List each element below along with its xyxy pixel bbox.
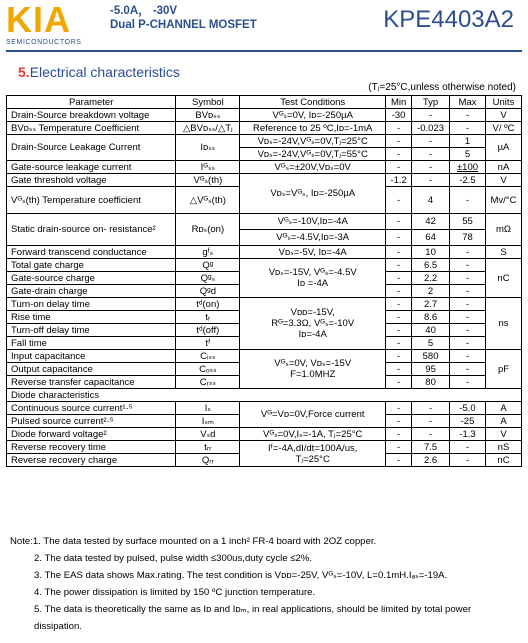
- cell-max: -: [450, 454, 486, 467]
- cell-max: -: [450, 363, 486, 376]
- cell-unit: S: [485, 246, 521, 259]
- spec-summary: [110, 4, 257, 32]
- cell-symbol: tᵣᵣ: [176, 441, 240, 454]
- condition-line: Iᴅ =-4A: [297, 278, 329, 289]
- cell-symbol: Iᴅₛₛ: [176, 135, 240, 161]
- notes-section: [10, 533, 520, 635]
- cell-symbol: Qᵣᵣ: [176, 454, 240, 467]
- cell-min: -1.2: [386, 174, 412, 187]
- table-row: [7, 350, 522, 363]
- cell-min: -: [386, 324, 412, 337]
- cell-typ: 40: [412, 324, 450, 337]
- cell-typ: 6.5: [412, 259, 450, 272]
- cell-symbol: tᵈ(on): [176, 298, 240, 311]
- cell-parameter: Drain-Source breakdown voltage: [7, 109, 176, 122]
- cell-max: -: [450, 285, 486, 298]
- cell-typ: 2.7: [412, 298, 450, 311]
- cell-min: -: [386, 311, 412, 324]
- cell-unit: Mv/°C: [485, 187, 521, 214]
- cell-typ: 8.6: [412, 311, 450, 324]
- cell-min: -: [386, 230, 412, 246]
- cell-max: -2.5: [450, 174, 486, 187]
- cell-min: -: [386, 259, 412, 272]
- cell-max: -: [450, 441, 486, 454]
- cell-typ: -: [412, 402, 450, 415]
- cell-parameter: Diode forward voltage²: [7, 428, 176, 441]
- cell-parameter: Gate-source charge: [7, 272, 176, 285]
- cell-min: -: [386, 246, 412, 259]
- cell-parameter: Turn-off delay time: [7, 324, 176, 337]
- cell-typ: -: [412, 161, 450, 174]
- table-row: [7, 298, 522, 311]
- cell-symbol: Qᵍd: [176, 285, 240, 298]
- cell-max: -: [450, 187, 486, 214]
- header-test-conditions: Test Conditions: [240, 96, 386, 109]
- cell-max: 78: [450, 230, 486, 246]
- cell-symbol: Vᴳₛ(th): [176, 174, 240, 187]
- cell-parameter: Rise time: [7, 311, 176, 324]
- cell-condition: Reference to 25 ºC,Iᴅ=-1mA: [240, 122, 386, 135]
- cell-min: -: [386, 272, 412, 285]
- cell-typ: -: [412, 415, 450, 428]
- cell-max: -: [450, 246, 486, 259]
- cell-symbol: △BVᴅₛₛ/△Tⱼ: [176, 122, 240, 135]
- cell-min: -: [386, 187, 412, 214]
- section-title-text: Electrical characteristics: [29, 64, 180, 80]
- cell-typ: -: [412, 135, 450, 148]
- cell-condition: [240, 350, 386, 389]
- cell-symbol: Iₛ: [176, 402, 240, 415]
- cell-min: -: [386, 428, 412, 441]
- cell-typ: -: [412, 148, 450, 161]
- section-number: 5.: [18, 64, 30, 80]
- cell-unit: A: [485, 415, 521, 428]
- header-units: Units: [485, 96, 521, 109]
- cell-typ: -: [412, 428, 450, 441]
- cell-condition: Vᴳₛ=0V, Iᴅ=-250µA: [240, 109, 386, 122]
- condition-line: Iᴅ=-4A: [298, 329, 327, 340]
- cell-symbol: tᵈ(off): [176, 324, 240, 337]
- table-row: [7, 246, 522, 259]
- cell-min: -: [386, 363, 412, 376]
- cell-max: -: [450, 272, 486, 285]
- header-divider: [6, 50, 522, 52]
- cell-min: -: [386, 350, 412, 363]
- cell-parameter: Gate-source leakage current: [7, 161, 176, 174]
- cell-typ: -0.023: [412, 122, 450, 135]
- cell-min: -: [386, 376, 412, 389]
- table-row: [7, 174, 522, 187]
- header-max: Max: [450, 96, 486, 109]
- condition-line: Vᴳₛ=0V, Vᴅₛ=-15V: [274, 358, 352, 369]
- cell-unit: V: [485, 109, 521, 122]
- cell-condition: [240, 259, 386, 298]
- cell-max: -: [450, 259, 486, 272]
- cell-typ: 2.6: [412, 454, 450, 467]
- header-parameter: Parameter: [7, 96, 176, 109]
- cell-max: -: [450, 324, 486, 337]
- cell-parameter: Turn-on delay time: [7, 298, 176, 311]
- logo-text: KIA: [6, 0, 71, 40]
- cell-max: -: [450, 376, 486, 389]
- cell-parameter: Input capacitance: [7, 350, 176, 363]
- cell-unit: pF: [485, 350, 521, 389]
- header-typ: Typ: [412, 96, 450, 109]
- cell-symbol: Iₛₘ: [176, 415, 240, 428]
- condition-line: Vᴅₛ=-15V, Vᴳₛ=-4.5V: [268, 267, 357, 278]
- cell-typ: 64: [412, 230, 450, 246]
- header-min: Min: [386, 96, 412, 109]
- cell-condition: Vᴳₛ=-10V,Iᴅ=-4A: [240, 214, 386, 230]
- cell-typ: 10: [412, 246, 450, 259]
- cell-parameter: Gate threshold voltage: [7, 174, 176, 187]
- cell-condition: Vᴅₛ=-24V,Vᴳₛ=0V,Tⱼ=55°C: [240, 148, 386, 161]
- cell-symbol: BVᴅₛₛ: [176, 109, 240, 122]
- cell-typ: 580: [412, 350, 450, 363]
- table-row: [7, 109, 522, 122]
- condition-line: Iᶠ=-4A,dI/dt=100A/us,: [268, 442, 358, 454]
- cell-max: 55: [450, 214, 486, 230]
- cell-condition: Vᴳ=Vᴅ=0V,Force current: [240, 402, 386, 428]
- note-4: 4. The power dissipation is limited by 150 ºC junction temperature.: [34, 587, 316, 598]
- cell-typ: 80: [412, 376, 450, 389]
- note-3: 3. The EAS data shows Max.rating. The test condition is Vᴅᴅ=-25V, Vᴳₛ=-10V, L=0.1mH.Iₐₛ=-19A.: [34, 570, 448, 581]
- logo-subtitle: SEMICONDUCTORS: [6, 39, 82, 46]
- cell-max: -: [450, 350, 486, 363]
- cell-min: -: [386, 298, 412, 311]
- cell-symbol: gᶠₛ: [176, 246, 240, 259]
- cell-max: 5: [450, 148, 486, 161]
- cell-max: 1: [450, 135, 486, 148]
- cell-symbol: Iᴳₛₛ: [176, 161, 240, 174]
- cell-parameter: BVᴅₛₛ Temperature Coefficient: [7, 122, 176, 135]
- spec-rating: -5.0A， -30V: [110, 5, 178, 17]
- condition-line: Rᴳ=3.3Ω, Vᴳₛ=-10V: [271, 318, 355, 329]
- cell-typ: 4: [412, 187, 450, 214]
- cell-condition: [240, 441, 386, 467]
- section-title: [18, 64, 180, 80]
- cell-typ: 2: [412, 285, 450, 298]
- company-logo: [6, 2, 82, 46]
- cell-max: -25: [450, 415, 486, 428]
- cell-typ: 95: [412, 363, 450, 376]
- note-5-continued: dissipation.: [34, 621, 82, 632]
- cell-min: -30: [386, 109, 412, 122]
- cell-min: -: [386, 122, 412, 135]
- cell-max: -5.0: [450, 402, 486, 415]
- table-row: [7, 259, 522, 272]
- cell-symbol: Rᴅₛ(on): [176, 214, 240, 246]
- cell-symbol: Qᵍₛ: [176, 272, 240, 285]
- condition-line: Tⱼ=25°C: [295, 453, 330, 465]
- cell-min: -: [386, 454, 412, 467]
- table-row: [7, 402, 522, 415]
- spec-device-type: Dual P-CHANNEL MOSFET: [110, 19, 257, 31]
- cell-min: -: [386, 337, 412, 350]
- cell-parameter: Fall time: [7, 337, 176, 350]
- cell-condition: Vᴅₛ=-24V,Vᴳₛ=0V,Tⱼ=25°C: [240, 135, 386, 148]
- cell-unit: nS: [485, 441, 521, 454]
- table-row: [7, 428, 522, 441]
- cell-parameter: Output capacitance: [7, 363, 176, 376]
- header-symbol: Symbol: [176, 96, 240, 109]
- table-row: [7, 122, 522, 135]
- cell-unit: A: [485, 402, 521, 415]
- cell-typ: 5: [412, 337, 450, 350]
- cell-symbol: Vₛd: [176, 428, 240, 441]
- cell-parameter: Gate-drain charge: [7, 285, 176, 298]
- cell-typ: 7.5: [412, 441, 450, 454]
- cell-max: -1.3: [450, 428, 486, 441]
- cell-min: -: [386, 402, 412, 415]
- cell-min: -: [386, 285, 412, 298]
- cell-typ: 2.2: [412, 272, 450, 285]
- cell-symbol: tᶠ: [176, 337, 240, 350]
- table-row: [7, 135, 522, 148]
- cell-max: ±100: [450, 161, 486, 174]
- cell-unit: mΩ: [485, 214, 521, 246]
- cell-parameter: Static drain-source on- resistance²: [7, 214, 176, 246]
- cell-symbol: tᵣ: [176, 311, 240, 324]
- note-2: 2. The data tested by pulsed, pulse width ≤300us,duty cycle ≤2%.: [34, 553, 313, 564]
- cell-parameter: Reverse recovery charge: [7, 454, 176, 467]
- cell-typ: -: [412, 174, 450, 187]
- cell-parameter: Pulsed source current²·⁵: [7, 415, 176, 428]
- note-1: Note:1. The data tested by surface mounted on a 1 inch² FR-4 board with 2OZ copper.: [10, 536, 377, 547]
- table-row: [7, 214, 522, 230]
- cell-min: -: [386, 135, 412, 148]
- cell-min: -: [386, 214, 412, 230]
- cell-min: -: [386, 415, 412, 428]
- cell-unit: V: [485, 174, 521, 187]
- cell-unit: nC: [485, 259, 521, 298]
- table-header-row: [7, 96, 522, 109]
- note-5: 5. The data is theoretically the same as Iᴅ and Iᴅₘ, in real applications, should be limited by total power: [34, 604, 472, 615]
- cell-parameter: Reverse transfer capacitance: [7, 376, 176, 389]
- cell-min: -: [386, 161, 412, 174]
- cell-condition: Vᴳₛ=-4.5V,Iᴅ=-3A: [240, 230, 386, 246]
- cell-max: -: [450, 298, 486, 311]
- cell-condition: Vᴅₛ=Vᴳₛ, Iᴅ=-250µA: [240, 174, 386, 214]
- cell-max: -: [450, 337, 486, 350]
- part-number: KPE4403A2: [383, 6, 514, 33]
- cell-min: -: [386, 441, 412, 454]
- cell-unit: nC: [485, 454, 521, 467]
- cell-unit: µA: [485, 135, 521, 161]
- cell-symbol: △Vᴳₛ(th): [176, 187, 240, 214]
- cell-parameter: Vᴳₛ(th) Temperature coefficient: [7, 187, 176, 214]
- table-section-row: [7, 389, 522, 402]
- cell-typ: 42: [412, 214, 450, 230]
- cell-parameter: Drain-Source Leakage Current: [7, 135, 176, 161]
- cell-max: -: [450, 311, 486, 324]
- cell-condition: [240, 298, 386, 350]
- diode-characteristics-heading: Diode characteristics: [7, 389, 522, 402]
- cell-parameter: Total gate charge: [7, 259, 176, 272]
- table-row: [7, 161, 522, 174]
- electrical-characteristics-table: [6, 95, 522, 467]
- cell-typ: -: [412, 109, 450, 122]
- cell-unit: V: [485, 428, 521, 441]
- cell-symbol: Cᵢₛₛ: [176, 350, 240, 363]
- cell-condition: Vᴳₛ=0V,Iₛ=-1A, Tⱼ=25°C: [240, 428, 386, 441]
- condition-line: F=1.0MHZ: [290, 369, 336, 380]
- cell-min: -: [386, 148, 412, 161]
- conditions-note: (Tⱼ=25°C,unless otherwise noted): [368, 82, 516, 93]
- cell-symbol: Cᵣₛₛ: [176, 376, 240, 389]
- condition-line: Vᴅᴅ=-15V,: [290, 307, 335, 318]
- cell-parameter: Reverse recovery time: [7, 441, 176, 454]
- cell-max: -: [450, 109, 486, 122]
- cell-unit: nA: [485, 161, 521, 174]
- cell-unit: V/ ºC: [485, 122, 521, 135]
- cell-condition: Vᴳₛ=±20V,Vᴅₛ=0V: [240, 161, 386, 174]
- cell-unit: ns: [485, 298, 521, 350]
- cell-max: -: [450, 122, 486, 135]
- table-row: [7, 441, 522, 454]
- cell-parameter: Forward transcend conductance: [7, 246, 176, 259]
- cell-condition: Vᴅₛ=-5V, Iᴅ=-4A: [240, 246, 386, 259]
- cell-symbol: Cₒₛₛ: [176, 363, 240, 376]
- cell-symbol: Qᵍ: [176, 259, 240, 272]
- cell-parameter: Continuous source current¹·⁵: [7, 402, 176, 415]
